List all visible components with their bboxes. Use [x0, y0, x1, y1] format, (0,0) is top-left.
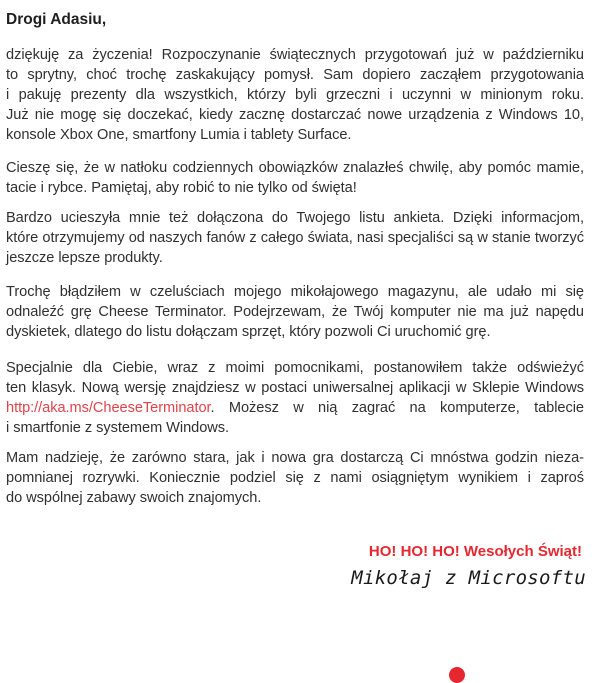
paragraph-line: pomnianej rozrywki. Koniecznie podziel się z nami osiągniętym wynikiem i zaproś [6, 470, 584, 486]
paragraph-line: jeszcze lepsze produkty. [6, 250, 163, 266]
paragraph-helping [6, 158, 584, 198]
paragraph-line: to sprytny, choć trochę zaskakujący pomysł. Sam dopiero zacząłem przygotowania [6, 67, 584, 83]
signature: Mikołaj z Microsoftu [351, 567, 586, 589]
red-dot-decoration [449, 667, 465, 683]
paragraph-line: Już nie mogę się doczekać, kiedy zacznę dostarczać nowe urządzenia z Windows 10, [6, 107, 584, 123]
paragraph-line: Mam nadzieję, że zarówno stara, jak i nowa gra dostarczą Ci mnóstwa godzin nieza- [6, 450, 584, 466]
paragraph-line: dyskietek, dlatego do listu dołączam sprzęt, który pozwoli Ci uruchomić grę. [6, 324, 491, 340]
paragraph-line: Trochę błądziłem w czeluściach mojego mikołajowego magazynu, ale udało mi się [6, 284, 584, 300]
paragraph-line: do wspólnej zabawy swoich znajomych. [6, 490, 262, 506]
paragraph-line: Specjalnie dla Ciebie, wraz z moimi pomocnikami, postanowiłem także odświeżyć [6, 360, 584, 376]
paragraph-line: Cieszę się, że w natłoku codziennych obowiązków znalazłeś chwilę, aby pomóc mamie, [6, 160, 584, 176]
paragraph-game [6, 282, 584, 342]
paragraph-line: konsole Xbox One, smartfony Lumia i tablety Surface. [6, 127, 352, 143]
paragraph-line: które otrzymujemy od naszych fanów z całego świata, nasi specjaliści są w stanie tworzyć [6, 230, 584, 246]
paragraph-thanks [6, 45, 584, 145]
paragraph-line: tacie i rybce. Pamiętaj, aby robić to nie tylko od święta! [6, 180, 357, 196]
paragraph-line: odnaleźć grę Cheese Terminator. Podejrzewam, że Twój komputer nie ma już napędu [6, 304, 584, 320]
paragraph-survey [6, 208, 584, 268]
paragraph-new-version [6, 358, 584, 438]
paragraph-line: Bardzo ucieszyła mnie też dołączona do Twojego listu ankieta. Dzięki informacjom, [6, 210, 584, 226]
letter-greeting: Drogi Adasiu, [6, 11, 107, 28]
paragraph-line: i pakuję prezenty dla wszystkich, którzy byli grzeczni i uczynni w minionym roku. [6, 87, 584, 103]
paragraph-line: ten klasyk. Nową wersję znajdziesz w postaci uniwersalnej aplikacji w Sklepie Windows [6, 380, 584, 396]
paragraph-line: dziękuję za życzenia! Rozpoczynanie świątecznych przygotowań już w październiku [6, 47, 584, 63]
paragraph-text: . Możesz w nią zagrać na komputerze, tablecie [210, 400, 584, 416]
paragraph-line: i smartfonie z systemem Windows. [6, 420, 230, 436]
paragraph-line-with-link [6, 398, 584, 418]
cheese-terminator-link[interactable]: http://aka.ms/CheeseTerminator [6, 400, 211, 416]
paragraph-closing [6, 448, 584, 508]
signoff-greeting: HO! HO! HO! Wesołych Świąt! [368, 543, 582, 560]
